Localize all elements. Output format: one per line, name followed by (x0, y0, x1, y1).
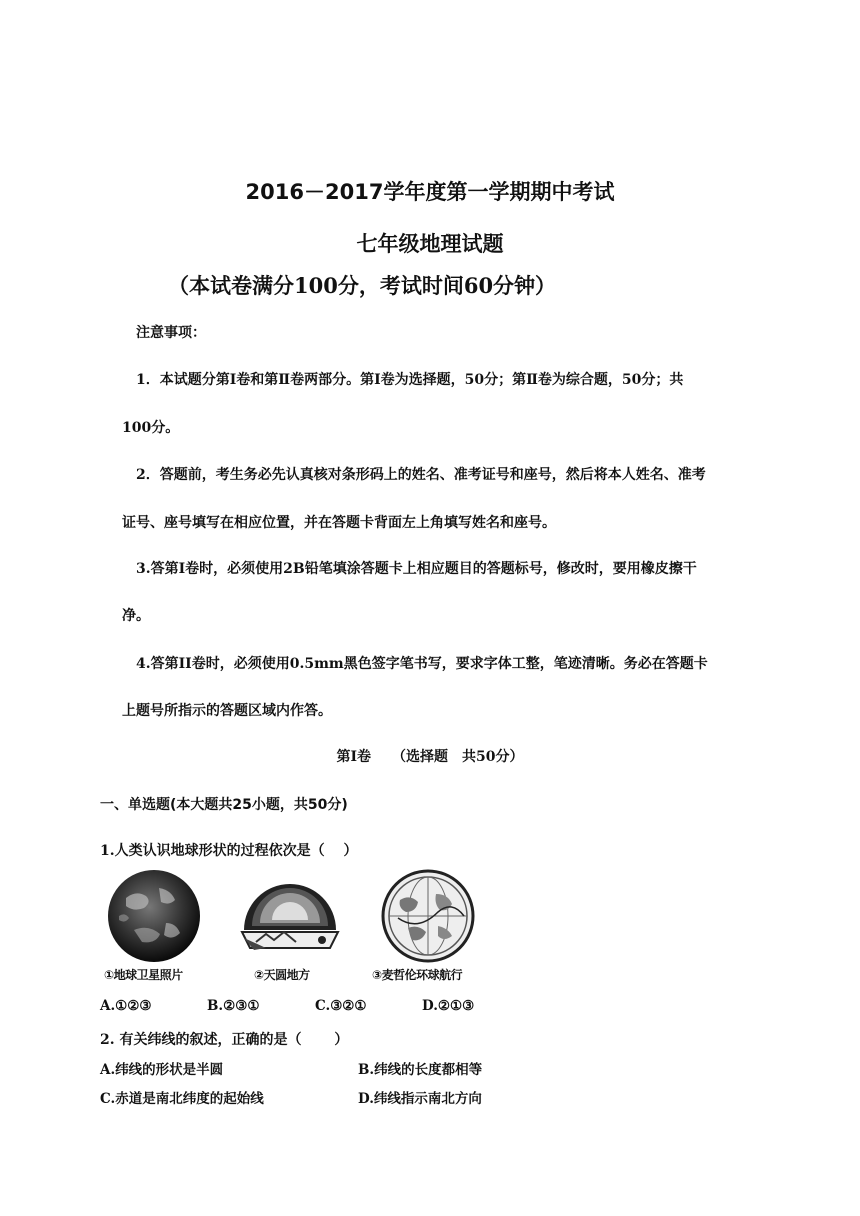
question-1-option-a: A.①②③ (100, 998, 152, 1014)
note-1-line-2: 100分。 (122, 420, 180, 436)
note-4-line-2: 上题号所指示的答题区域内作答。 (122, 703, 332, 719)
round-sky-square-earth-icon (238, 868, 342, 982)
note-4-line-1: 4.答第II卷时，必须使用0.5mm黑色签字笔书写，要求字体工整，笔迹清晰。务必在答题卡 (136, 656, 708, 672)
question-1-figures (100, 868, 500, 990)
question-2-option-b: B.纬线的长度都相等 (358, 1062, 483, 1078)
question-1-option-c: C.③②① (315, 998, 367, 1014)
question-1-stem: 1.人类认识地球形状的过程依次是（ ） (100, 843, 358, 859)
figure-1-caption: ①地球卫星照片 (104, 968, 183, 982)
question-2-option-c: C.赤道是南北纬度的起始线 (100, 1091, 264, 1107)
question-2-option-d: D.纬线指示南北方向 (358, 1091, 482, 1107)
exam-info-line: （本试卷满分100分，考试时间60分钟） (168, 273, 557, 298)
exam-subject-title: 七年级地理试题 (356, 232, 504, 256)
notes-heading: 注意事项： (136, 325, 206, 341)
question-2-option-a: A.纬线的形状是半圆 (100, 1062, 224, 1078)
note-2-line-1: 2．答题前，考生务必先认真核对条形码上的姓名、准考证号和座号，然后将本人姓名、准考 (136, 467, 706, 483)
question-2-stem: 2. 有关纬线的叙述，正确的是（ ） (100, 1032, 349, 1048)
question-1-option-b: B.②③① (207, 998, 260, 1014)
note-1-line-1: 1．本试题分第Ⅰ卷和第Ⅱ卷两部分。第Ⅰ卷为选择题，50分；第Ⅱ卷为综合题，50分；共 (136, 372, 684, 388)
note-2-line-2: 证号、座号填写在相应位置，并在答题卡背面左上角填写姓名和座号。 (122, 515, 556, 531)
section-heading: 第Ⅰ卷 （选择题 共50分） (336, 749, 524, 765)
magellan-globe-icon (372, 868, 478, 982)
figure-2-caption: ②天圆地方 (254, 968, 310, 982)
exam-title: 2016－2017学年度第一学期期中考试 (245, 180, 615, 204)
question-1-option-d: D.②①③ (422, 998, 475, 1014)
figure-3-caption: ③麦哲伦环球航行 (372, 968, 463, 982)
note-3-line-1: 3.答第Ⅰ卷时，必须使用2B铅笔填涂答题卡上相应题目的答题标号，修改时，要用橡皮擦干 (136, 561, 697, 577)
satellite-earth-photo-icon (104, 868, 204, 982)
note-3-line-2: 净。 (122, 608, 150, 624)
part-title: 一、单选题(本大题共25小题，共50分) (100, 797, 348, 813)
